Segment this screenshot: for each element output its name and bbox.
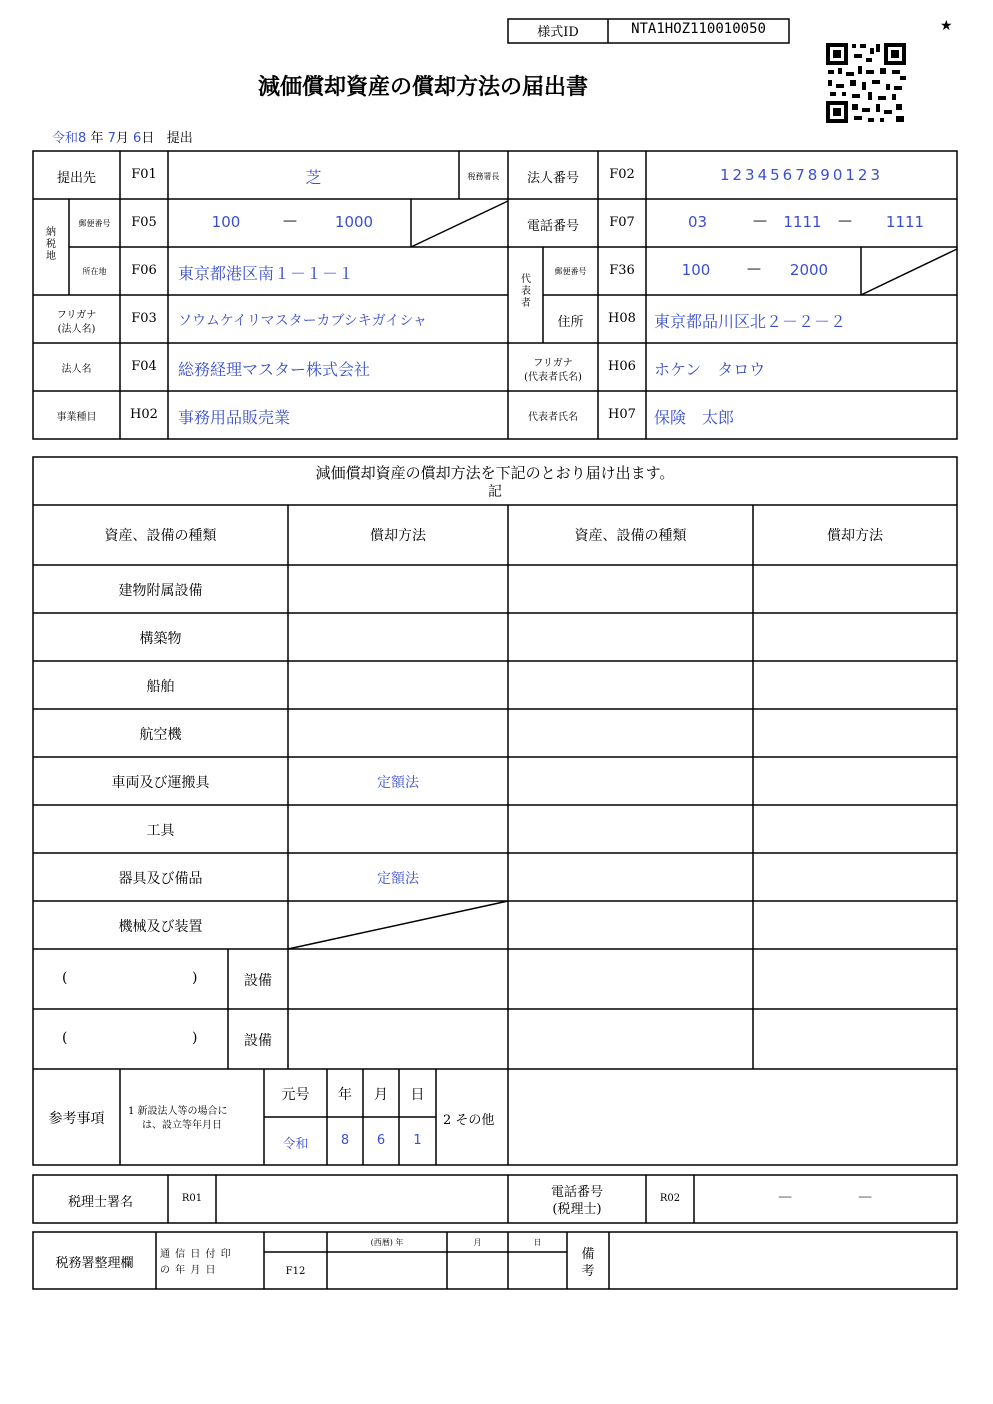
corp-name-field[interactable]: 総務経理マスター株式会社 — [178, 360, 371, 379]
biko-label-1: 備 — [581, 1247, 595, 1262]
office-label: 税務署整理欄 — [55, 1256, 134, 1271]
accountant-phone-dash-1: — — [778, 1189, 792, 1205]
era-field[interactable]: 令和 — [282, 1137, 309, 1152]
reference-item1-line1: 1 新設法人等の場合に — [128, 1106, 228, 1117]
rep-address-field[interactable]: 東京都品川区北２－２－２ — [654, 312, 847, 331]
asset-row-label: 構築物 — [139, 631, 182, 647]
office-day-label: 日 — [533, 1238, 542, 1247]
accountant-phone-dash-2: — — [858, 1189, 872, 1205]
f07-code: F07 — [609, 215, 635, 230]
r01-code: R01 — [181, 1193, 203, 1204]
asset-row-label: 機械及び装置 — [118, 919, 203, 935]
col-method-header: 償却方法 — [370, 528, 426, 544]
furigana-field[interactable]: ソウムケイリマスターカブシキガイシャ — [178, 313, 428, 329]
year-field[interactable]: 8 — [340, 1133, 350, 1148]
postal-field-2[interactable]: 1000 — [334, 213, 374, 231]
corp-number-field[interactable]: 1234567890123 — [719, 166, 884, 184]
asset-row-label: 器具及び備品 — [118, 871, 203, 887]
form-id-value: NTA1HOZ110010050 — [631, 21, 766, 37]
rep-label: 代表者 — [521, 274, 531, 309]
date-year: 8 — [78, 131, 87, 146]
date-submit-label: 提出 — [166, 131, 193, 146]
date-day: 6 — [133, 131, 142, 146]
postal-field-1[interactable]: 100 — [211, 213, 241, 231]
f36-code: F36 — [609, 263, 635, 278]
rep-name-label: 代表者氏名 — [528, 412, 578, 423]
tax-place-label: 納税地 — [46, 227, 56, 262]
date-month: 7 — [107, 131, 116, 146]
rep-postal-label: 郵便番号 — [554, 267, 587, 276]
rep-furigana-field[interactable]: ホケン タロウ — [654, 360, 766, 379]
setsubi-label: 設備 — [244, 973, 272, 989]
date-era: 令和 — [52, 131, 79, 146]
col-method-header-2: 償却方法 — [827, 528, 883, 544]
notify-date-line1: 通 信 日 付 印 — [160, 1249, 232, 1260]
h06-code: H06 — [608, 359, 636, 374]
page-title: 減価償却資産の償却方法の届出書 — [258, 74, 589, 100]
rep-name-field[interactable]: 保険 太郎 — [654, 408, 735, 427]
asset-row-label: 建物附属設備 — [118, 583, 203, 599]
address-field[interactable]: 東京都港区南１－１－１ — [178, 264, 355, 283]
day-field[interactable]: 1 — [413, 1133, 422, 1148]
asset-row-label: 航空機 — [139, 727, 182, 743]
method-row-field[interactable]: 定額法 — [377, 871, 419, 887]
h07-code: H07 — [608, 407, 636, 422]
ki-label: 記 — [488, 484, 502, 500]
paren-close: ) — [192, 970, 198, 986]
reference-item1-line2: は、設立等年月日 — [142, 1120, 222, 1131]
reference-label: 参考事項 — [48, 1111, 105, 1127]
accountant-label: 税理士署名 — [67, 1195, 133, 1210]
form-id-label: 様式ID — [537, 25, 579, 40]
corp-number-label: 法人番号 — [526, 171, 579, 186]
setsubi-label: 設備 — [244, 1033, 272, 1049]
rep-postal-field-1[interactable]: 100 — [681, 261, 711, 279]
f03-code: F03 — [131, 311, 157, 326]
postal-label: 郵便番号 — [78, 219, 111, 228]
r02-code: R02 — [659, 1193, 681, 1204]
phone-dash-2: — — [838, 213, 852, 229]
asset-row-label: 工具 — [146, 823, 175, 839]
day-header: 日 — [410, 1087, 425, 1103]
f05-code: F05 — [131, 215, 157, 230]
phone-field-1[interactable]: 03 — [687, 213, 708, 231]
f01-code: F01 — [131, 167, 157, 182]
year-header: 年 — [338, 1087, 352, 1103]
postal-dash: — — [283, 213, 297, 229]
seireki-year-label: (西暦) 年 — [370, 1238, 404, 1247]
asset-row-label: 車両及び運搬具 — [111, 775, 210, 791]
f12-code: F12 — [285, 1266, 306, 1277]
col-asset-header: 資産、設備の種類 — [104, 528, 217, 544]
accountant-phone-sub: (税理士) — [552, 1202, 602, 1217]
phone-field-2[interactable]: 1111 — [783, 213, 822, 231]
corp-name-label: 法人名 — [61, 364, 92, 375]
submit-date — [52, 127, 193, 146]
phone-field-3[interactable]: 1111 — [885, 213, 925, 231]
rep-postal-dash: — — [747, 261, 761, 277]
business-label: 事業種目 — [56, 412, 97, 423]
h02-code: H02 — [130, 407, 158, 422]
business-field[interactable]: 事務用品販売業 — [178, 408, 291, 427]
office-month-label: 月 — [473, 1238, 482, 1247]
submit-to-field[interactable]: 芝 — [305, 168, 322, 187]
phone-label: 電話番号 — [526, 219, 579, 234]
notify-date-line2: の 年 月 日 — [160, 1265, 217, 1276]
f06-code: F06 — [131, 263, 157, 278]
paren-open: ( — [62, 1030, 68, 1046]
era-header: 元号 — [281, 1087, 310, 1103]
date-day-label: 日 — [141, 131, 155, 146]
qr-code-icon — [826, 43, 906, 123]
month-header: 月 — [374, 1087, 388, 1103]
method-row-field[interactable]: 定額法 — [377, 775, 419, 791]
f02-code: F02 — [609, 167, 635, 182]
h08-code: H08 — [608, 311, 636, 326]
tax-office-head-label: 税務署長 — [467, 172, 500, 181]
date-month-label: 月 — [115, 131, 129, 146]
rep-address-label: 住所 — [557, 315, 584, 330]
address-label: 所在地 — [82, 267, 107, 276]
rep-postal-field-2[interactable]: 2000 — [789, 261, 829, 279]
intro-text: 減価償却資産の償却方法を下記のとおり届け出ます。 — [315, 464, 675, 482]
reference-item2: 2 その他 — [443, 1113, 495, 1128]
f04-code: F04 — [131, 359, 157, 374]
col-asset-header-2: 資産、設備の種類 — [574, 528, 687, 544]
paren-open: ( — [62, 970, 68, 986]
furigana-sub: (法人名) — [57, 324, 96, 335]
submit-to-label: 提出先 — [56, 171, 96, 186]
phone-dash-1: — — [753, 213, 767, 229]
furigana-label: フリガナ — [56, 310, 97, 321]
star-mark: ★ — [940, 18, 953, 34]
accountant-phone-label: 電話番号 — [550, 1185, 603, 1200]
asset-row-label: 船舶 — [146, 679, 175, 695]
date-year-label: 年 — [90, 131, 104, 146]
biko-label-2: 考 — [581, 1264, 595, 1279]
rep-furigana-label: フリガナ — [533, 358, 573, 369]
month-field[interactable]: 6 — [376, 1133, 386, 1148]
rep-furigana-sub: (代表者氏名) — [524, 372, 582, 383]
paren-close: ) — [192, 1030, 198, 1046]
